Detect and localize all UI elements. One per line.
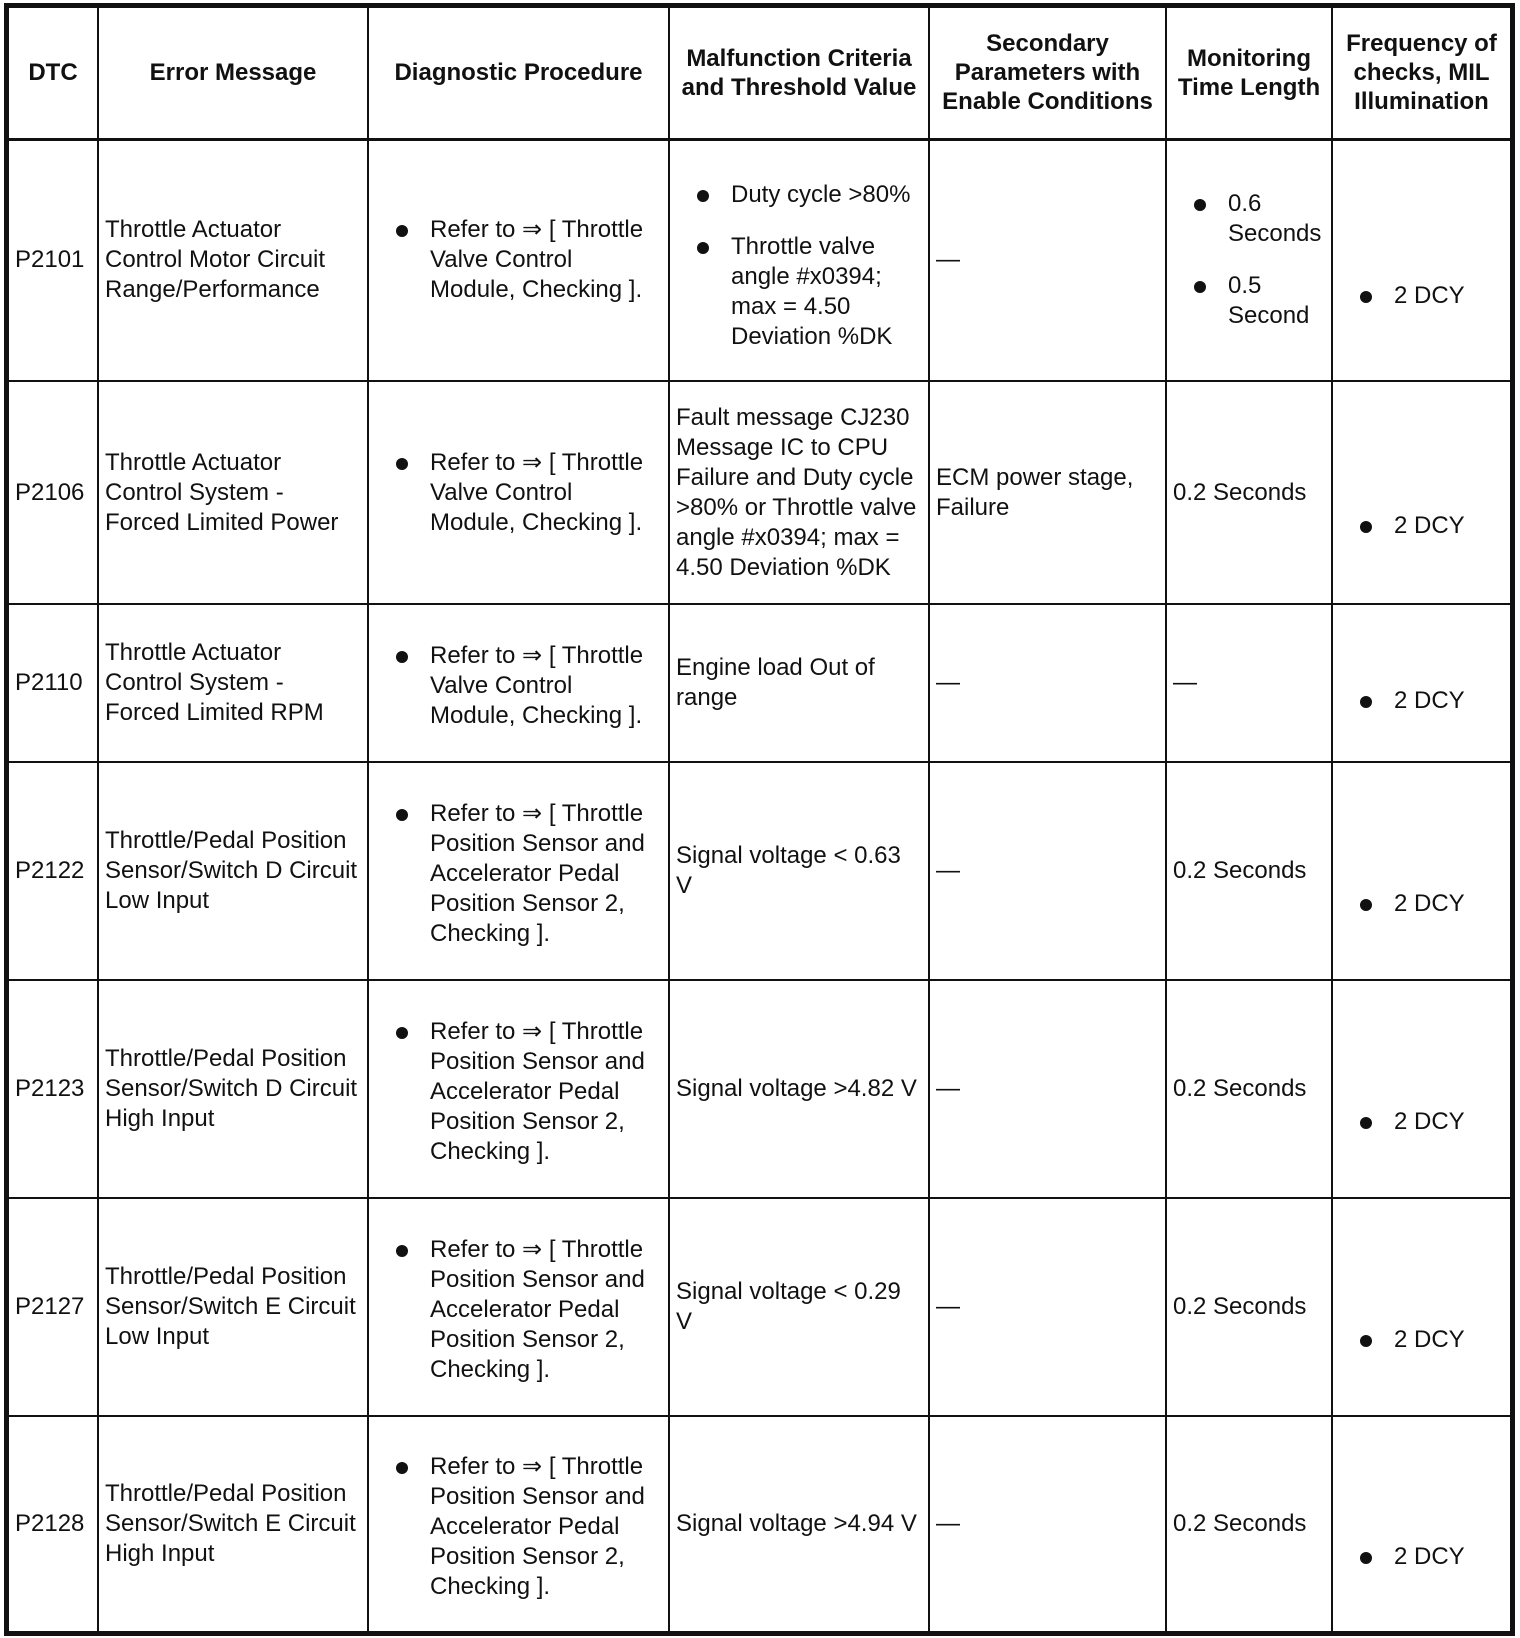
frequency	[1332, 381, 1511, 604]
secondary-parameters: —	[929, 762, 1166, 980]
header-secondary-parameters: Secondary Parameters with Enable Conditions	[929, 7, 1166, 139]
error-message: Throttle Actuator Control Motor Circuit Range/Performance	[98, 139, 368, 381]
diagnostic-procedure	[368, 1416, 669, 1632]
diagnostic-procedure	[368, 381, 669, 604]
frequency-item: 2 DCY	[1339, 511, 1504, 541]
dtc-code: P2122	[8, 762, 98, 980]
monitoring-time: 0.2 Seconds	[1166, 381, 1332, 604]
procedure-item: Refer to ⇒ [ Throttle Position Sensor and Accelerator Pedal Position Sensor 2, Checking ].	[375, 1017, 662, 1167]
monitoring-time: 0.2 Seconds	[1166, 1198, 1332, 1416]
monitoring-item: 0.6 Seconds	[1173, 189, 1325, 249]
monitoring-time: 0.2 Seconds	[1166, 980, 1332, 1198]
header-dtc: DTC	[8, 7, 98, 139]
frequency-item: 2 DCY	[1339, 281, 1504, 311]
dtc-code: P2127	[8, 1198, 98, 1416]
procedure-item: Refer to ⇒ [ Throttle Valve Control Module, Checking ].	[375, 641, 662, 731]
monitoring-time: 0.2 Seconds	[1166, 762, 1332, 980]
secondary-parameters: —	[929, 1198, 1166, 1416]
diagnostic-procedure	[368, 139, 669, 381]
malfunction-criteria	[669, 139, 929, 381]
procedure-item: Refer to ⇒ [ Throttle Valve Control Module, Checking ].	[375, 215, 662, 305]
diagnostic-procedure	[368, 980, 669, 1198]
frequency-item: 2 DCY	[1339, 1542, 1504, 1572]
monitoring-time: 0.2 Seconds	[1166, 1416, 1332, 1632]
dtc-table	[7, 6, 1512, 1633]
frequency-item: 2 DCY	[1339, 686, 1504, 716]
malfunction-criteria: Signal voltage < 0.29 V	[669, 1198, 929, 1416]
frequency-item: 2 DCY	[1339, 1107, 1504, 1137]
error-message: Throttle/Pedal Position Sensor/Switch D Circuit Low Input	[98, 762, 368, 980]
frequency-item: 2 DCY	[1339, 1325, 1504, 1355]
malfunction-criteria: Signal voltage >4.82 V	[669, 980, 929, 1198]
procedure-item: Refer to ⇒ [ Throttle Position Sensor and Accelerator Pedal Position Sensor 2, Checking ].	[375, 799, 662, 949]
header-row	[8, 7, 1511, 139]
dtc-code: P2106	[8, 381, 98, 604]
secondary-parameters: ECM power stage, Failure	[929, 381, 1166, 604]
frequency	[1332, 1198, 1511, 1416]
malfunction-criteria: Fault message CJ230 Message IC to CPU Failure and Duty cycle >80% or Throttle valve angle #x0394; max = 4.50 Deviation %DK	[669, 381, 929, 604]
procedure-item: Refer to ⇒ [ Throttle Position Sensor and Accelerator Pedal Position Sensor 2, Checking ].	[375, 1452, 662, 1602]
dtc-code: P2101	[8, 139, 98, 381]
header-diagnostic-procedure: Diagnostic Procedure	[368, 7, 669, 139]
frequency	[1332, 604, 1511, 762]
monitoring-time	[1166, 139, 1332, 381]
error-message: Throttle Actuator Control System - Forced Limited RPM	[98, 604, 368, 762]
table-row	[8, 980, 1511, 1198]
secondary-parameters: —	[929, 139, 1166, 381]
malfunction-criteria: Signal voltage >4.94 V	[669, 1416, 929, 1632]
monitoring-time: —	[1166, 604, 1332, 762]
header-error-message: Error Message	[98, 7, 368, 139]
frequency	[1332, 1416, 1511, 1632]
malfunction-criteria: Signal voltage < 0.63 V	[669, 762, 929, 980]
header-monitoring-time: Monitoring Time Length	[1166, 7, 1332, 139]
error-message: Throttle/Pedal Position Sensor/Switch D Circuit High Input	[98, 980, 368, 1198]
table-row	[8, 139, 1511, 381]
monitoring-item: 0.5 Second	[1173, 271, 1325, 331]
dtc-code: P2123	[8, 980, 98, 1198]
secondary-parameters: —	[929, 1416, 1166, 1632]
error-message: Throttle Actuator Control System - Forced Limited Power	[98, 381, 368, 604]
criteria-item: Throttle valve angle #x0394; max = 4.50 Deviation %DK	[676, 232, 922, 352]
secondary-parameters: —	[929, 604, 1166, 762]
header-malfunction-criteria: Malfunction Criteria and Threshold Value	[669, 7, 929, 139]
dtc-code: P2110	[8, 604, 98, 762]
malfunction-criteria: Engine load Out of range	[669, 604, 929, 762]
table-row	[8, 762, 1511, 980]
diagnostic-procedure	[368, 762, 669, 980]
table-row	[8, 1198, 1511, 1416]
table-row	[8, 381, 1511, 604]
frequency	[1332, 139, 1511, 381]
frequency	[1332, 762, 1511, 980]
table-row	[8, 604, 1511, 762]
frequency-item: 2 DCY	[1339, 889, 1504, 919]
procedure-item: Refer to ⇒ [ Throttle Valve Control Module, Checking ].	[375, 448, 662, 538]
header-frequency: Frequency of checks, MIL Illumination	[1332, 7, 1511, 139]
criteria-item: Duty cycle >80%	[676, 180, 922, 210]
procedure-item: Refer to ⇒ [ Throttle Position Sensor and Accelerator Pedal Position Sensor 2, Checking ].	[375, 1235, 662, 1385]
frequency	[1332, 980, 1511, 1198]
dtc-code: P2128	[8, 1416, 98, 1632]
diagnostic-procedure	[368, 604, 669, 762]
secondary-parameters: —	[929, 980, 1166, 1198]
error-message: Throttle/Pedal Position Sensor/Switch E Circuit High Input	[98, 1416, 368, 1632]
diagnostic-procedure	[368, 1198, 669, 1416]
table-row	[8, 1416, 1511, 1632]
error-message: Throttle/Pedal Position Sensor/Switch E Circuit Low Input	[98, 1198, 368, 1416]
